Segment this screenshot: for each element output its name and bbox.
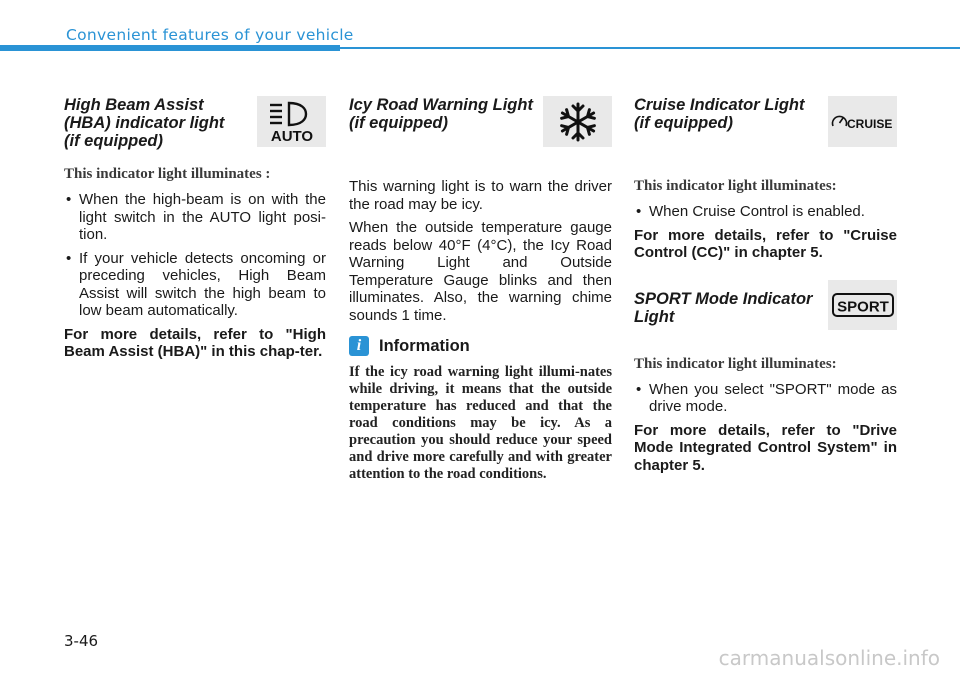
icy-section-header [349,96,612,148]
hba-reference: For more details, refer to "High Beam Assist (HBA)" in this chap-ter. [64,325,326,360]
cruise-bullet-list [634,203,897,221]
information-text: If the icy road warning light illumi-nates while driving, it means that the outside temperature has reduced and that the road conditions may be icy. As a precaution you should reduce your speed and drive more carefully and with greater attention to the road conditions. [349,364,612,482]
list-item: • When Cruise Control is enabled. [634,203,897,221]
sport-section-header [634,290,897,342]
sport-bullet-list [634,381,897,416]
cruise-reference: For more details, refer to "Cruise Control (CC)" in chapter 5. [634,226,897,261]
svg-text:CRUISE: CRUISE [846,116,892,131]
sport-reference: For more details, refer to "Drive Mode Integrated Control System" in chapter 5. [634,421,897,474]
information-header [349,336,612,356]
icy-paragraph: When the outside temperature gauge reads below 40°F (4°C), the Icy Road Warning Light and Outside Temperature Gauge blinks and then illuminates. Also, the warning chime sounds 1 time. [349,219,612,324]
icy-paragraph: This warning light is to warn the driver the road may be icy. [349,178,612,213]
sport-icon [828,280,897,330]
svg-text:AUTO: AUTO [270,127,313,145]
info-icon: i [349,336,369,356]
svg-text:SPORT: SPORT [836,298,889,315]
hba-section-header [64,96,326,148]
section-header-title: Convenient features of your vehicle [66,26,354,44]
column-hba [64,96,326,361]
hba-title: High Beam Assist (HBA) indicator light (if equipped) [64,96,225,150]
snowflake-icon [543,96,612,147]
cruise-title: Cruise Indicator Light (if equipped) [634,96,805,132]
list-item: • When the high-beam is on with the light switch in the AUTO light posi-tion. [64,191,326,244]
cruise-icon [828,96,897,147]
hba-bullet-list [64,191,326,320]
header-divider-line [340,47,960,49]
column-cruise-sport [634,96,897,474]
sport-intro: This indicator light illuminates: [634,355,837,372]
list-item: • If your vehicle detects oncoming or preceding vehicles, High Beam Assist will switch the high beam to low beam automatically. [64,250,326,320]
icy-title: Icy Road Warning Light (if equipped) [349,96,533,132]
information-title: Information [379,336,470,355]
hba-auto-icon [257,96,326,147]
cruise-intro: This indicator light illuminates: [634,178,837,194]
cruise-section-header [634,96,897,148]
sport-title: SPORT Mode Indicator Light [634,289,813,326]
watermark: carmanualsonline.info [718,646,940,670]
page-number: 3-46 [64,632,99,650]
hba-intro: This indicator light illuminates : [64,166,271,182]
list-item: • When you select "SPORT" mode as drive mode. [634,381,897,416]
header-accent-bar [0,45,340,51]
column-icy-road [349,96,612,483]
